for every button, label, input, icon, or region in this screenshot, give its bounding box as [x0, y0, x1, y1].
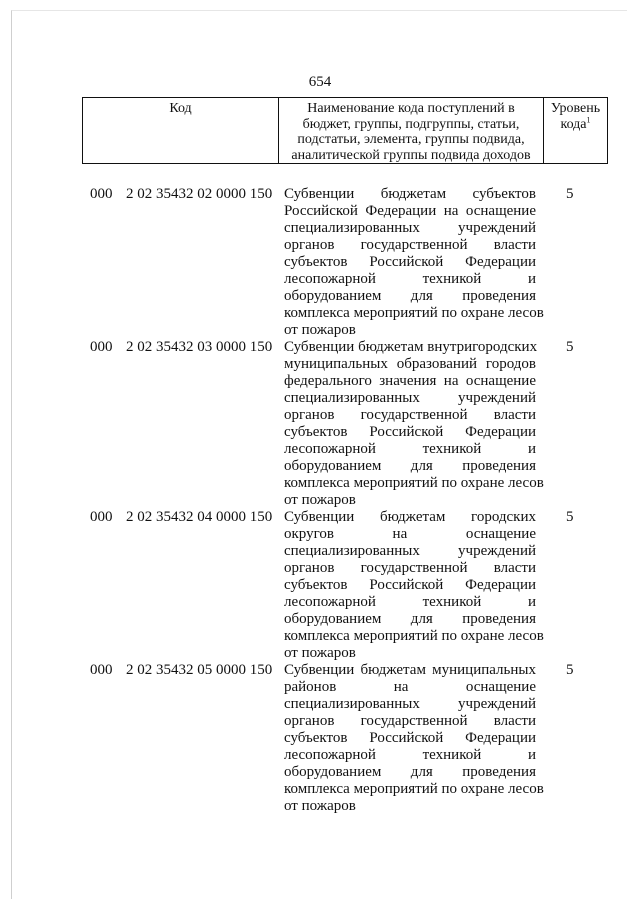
income-name-line: оборудованием для проведения	[284, 288, 536, 304]
income-name-line: органов государственной власти	[284, 713, 536, 729]
income-name-line: субъектов Российской Федерации	[284, 424, 536, 440]
header-level-word: кода	[560, 116, 587, 132]
income-name-line: комплекса мероприятий по охране лесов	[284, 475, 544, 491]
income-name-line: лесопожарной техникой и	[284, 441, 536, 457]
income-name-line: специализированных учреждений	[284, 390, 536, 406]
income-name-line: Субвенции бюджетам муниципальных	[284, 662, 536, 678]
admin-code: 000	[90, 339, 113, 355]
income-name-line: специализированных учреждений	[284, 543, 536, 559]
income-name-line: от пожаров	[284, 492, 356, 508]
income-code: 2 02 35432 03 0000 150	[126, 339, 273, 355]
income-name-line: лесопожарной техникой и	[284, 271, 536, 287]
income-name-line: от пожаров	[284, 322, 356, 338]
header-level-footnote: 1	[586, 114, 591, 124]
income-name-line: органов государственной власти	[284, 560, 536, 576]
header-name-label	[279, 98, 543, 163]
income-name-line: оборудованием для проведения	[284, 458, 536, 474]
header-level-label	[544, 98, 607, 132]
income-name-line: от пожаров	[284, 645, 356, 661]
header-code-cell	[83, 98, 279, 163]
code-level: 5	[566, 186, 574, 202]
income-name-line: федерального значения на оснащение	[284, 373, 536, 389]
header-code-label: Код	[169, 101, 192, 116]
income-name-line: оборудованием для проведения	[284, 764, 536, 780]
page-number: 654	[308, 74, 332, 90]
income-name-line: комплекса мероприятий по охране лесов	[284, 305, 544, 321]
code-level: 5	[566, 662, 574, 678]
income-name-line: специализированных учреждений	[284, 220, 536, 236]
income-name-line: Субвенции бюджетам субъектов	[284, 186, 536, 202]
header-name-cell	[279, 98, 544, 163]
income-name-line: специализированных учреждений	[284, 696, 536, 712]
income-name	[284, 509, 544, 662]
header-level-cell	[544, 98, 607, 163]
income-code: 2 02 35432 02 0000 150	[126, 186, 273, 202]
code-level: 5	[566, 509, 574, 525]
income-name-line: субъектов Российской Федерации	[284, 577, 536, 593]
header-name-line: подстатьи, элемента, группы подвида,	[297, 132, 525, 147]
income-code: 2 02 35432 05 0000 150	[126, 662, 273, 678]
income-name-line: органов государственной власти	[284, 237, 536, 253]
income-name-line: районов на оснащение	[284, 679, 536, 695]
income-code: 2 02 35432 04 0000 150	[126, 509, 273, 525]
header-level-line1: Уровень	[550, 101, 601, 116]
income-name-line: лесопожарной техникой и	[284, 594, 536, 610]
income-name	[284, 662, 544, 815]
income-name	[284, 339, 544, 509]
header-name-line: бюджет, группы, подгруппы, статьи,	[302, 116, 520, 132]
income-name-line: Российской Федерации на оснащение	[284, 203, 536, 219]
income-name-line: оборудованием для проведения	[284, 611, 536, 627]
admin-code: 000	[90, 662, 113, 678]
income-name-line: комплекса мероприятий по охране лесов	[284, 628, 544, 644]
income-name-line: Субвенции бюджетам городских	[284, 509, 536, 525]
income-name-line: органов государственной власти	[284, 407, 536, 423]
header-name-line: аналитической группы подвида доходов	[291, 147, 531, 163]
income-name	[284, 186, 544, 339]
admin-code: 000	[90, 186, 113, 202]
income-name-line: муниципальных образований городов	[284, 356, 536, 372]
income-name-line: комплекса мероприятий по охране лесов	[284, 781, 544, 797]
header-level-line2	[544, 114, 607, 133]
income-name-line: Субвенции бюджетам внутригородских	[284, 339, 538, 355]
code-level: 5	[566, 339, 574, 355]
table-header	[82, 97, 608, 164]
income-name-line: субъектов Российской Федерации	[284, 254, 536, 270]
income-name-line: субъектов Российской Федерации	[284, 730, 536, 746]
admin-code: 000	[90, 509, 113, 525]
income-name-line: округов на оснащение	[284, 526, 536, 542]
header-name-line: Наименование кода поступлений в	[307, 101, 515, 116]
income-name-line: лесопожарной техникой и	[284, 747, 536, 763]
income-name-line: от пожаров	[284, 798, 356, 814]
